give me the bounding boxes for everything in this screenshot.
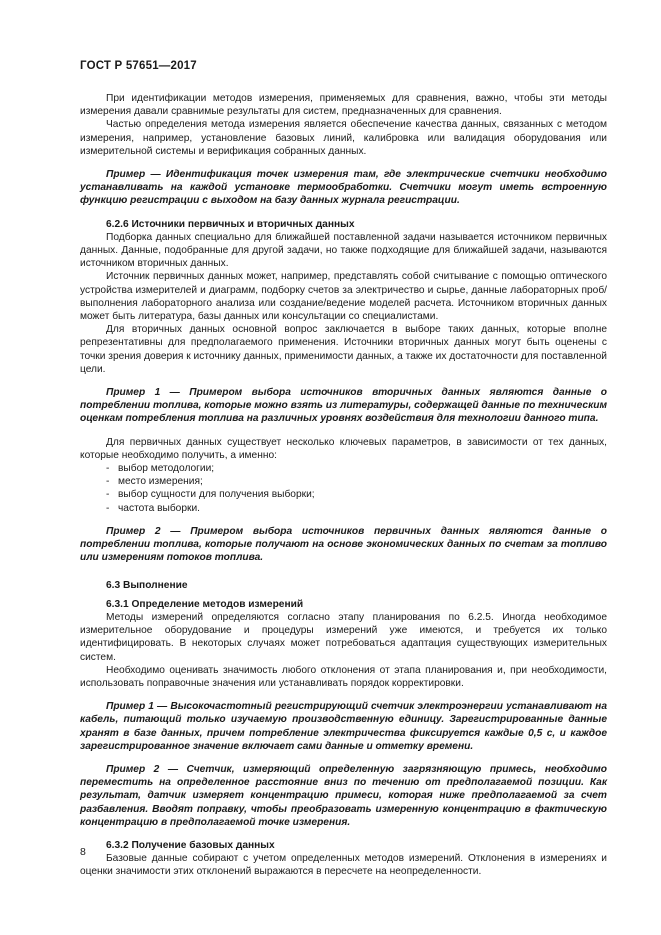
page-number: 8 xyxy=(80,846,86,858)
list-marker: - xyxy=(106,489,110,501)
paragraph: При идентификации методов измерения, применяемых для сравнения, важно, чтобы эти методы измерения давали сравнимые результаты для систем, предназначенных для сравнения. xyxy=(80,93,607,118)
list-item: - частота выборки. xyxy=(106,502,200,514)
paragraph: Источник первичных данных может, например, представлять собой считывание с помощью оптического устройства измерителей и диаграмм, подборку счетов за электричество и сырье, данные лабораторных проб/выполнения лабораторного анализа или создание/ведение моделей расчета. Источником вторичных данных может быть литература, базы данных или консультации со специалистами. xyxy=(80,271,607,323)
section-heading-6-3-2: 6.3.2 Получение базовых данных xyxy=(106,839,275,851)
document-header: ГОСТ Р 57651—2017 xyxy=(80,60,197,72)
list-marker: - xyxy=(106,502,110,514)
example-note: Пример 1 — Высокочастотный регистрирующий счетчик электроэнергии устанавливают на кабель, питающий только изучаемую производственную единицу. Зарегистрированные данные хранят в базе данных, причем потребление электричества фиксируется каждые 0,5 с, и каждое зарегистрированное значение включает сами данные и отметку времени. xyxy=(80,701,607,752)
paragraph: Необходимо оценивать значимость любого отклонения от этапа планирования и, при необходимости, использовать поправочные значения или устанавливать порядок корректировки. xyxy=(80,664,607,689)
document-body xyxy=(80,92,607,879)
paragraph: Методы измерений определяются согласно этапу планирования по 6.2.5. Иногда необходимое измерительное оборудование и процедуры измерений уже имеются, и требуется их только идентифицировать. В некоторых случаях может потребоваться адаптация существующих измерительных систем. xyxy=(80,611,607,663)
paragraph: Базовые данные собирают с учетом определенных методов измерений. Отклонения в измерениях и оценки значимости этих отклонений выражаются в пересчете на неопределенности. xyxy=(80,853,607,878)
paragraph: Частью определения метода измерения является обеспечение качества данных, связанных с методом измерения, например, установление базовых линий, калибровка или валидация оборудования или измерительной системы и верификация собранных данных. xyxy=(80,119,607,157)
list-marker: - xyxy=(106,476,110,488)
list-item: - выбор сущности для получения выборки; xyxy=(106,489,315,501)
paragraph: Подборка данных специально для ближайшей поставленной задачи называется источником первичных данных. Данные, подобранные для другой задачи, но также подходящие для ближайшей задачи, называются источником вторичных данных. xyxy=(80,231,607,270)
example-note: Пример — Идентификация точек измерения там, где электрические счетчики необходимо устанавливать на каждой установке термообработки. Счетчики могут иметь встроенную функцию регистрации с выходом на базу данных журнала регистрации. xyxy=(80,169,607,207)
section-heading-6-3-1: 6.3.1 Определение методов измерений xyxy=(106,598,304,610)
parameter-list xyxy=(80,462,607,515)
section-heading-6-3: 6.3 Выполнение xyxy=(106,579,188,591)
example-note: Пример 1 — Примером выбора источников вторичных данных являются данные о потреблении топлива, которые можно взять из литературы, содержащей данные по техническим оценкам потребления топлива на различных уровнях воздействия для технологии данного типа. xyxy=(80,387,607,425)
list-item: - место измерения; xyxy=(106,476,203,488)
example-note: Пример 2 — Примером выбора источников первичных данных являются данные о потреблении топлива, которые получают на основе экономических данных по счетам за топливо или измерениям потоков топлива. xyxy=(80,525,607,564)
paragraph: Для первичных данных существует несколько ключевых параметров, в зависимости от тех данных, которые необходимо получить, а именно: xyxy=(80,436,607,461)
list-marker: - xyxy=(106,463,110,475)
example-note: Пример 2 — Счетчик, измеряющий определенную загрязняющую примесь, необходимо переместить на определенное расстояние вниз по течению от предполагаемой позиции. Как результат, датчик измеряет концентрацию примеси, которая ниже предполагаемой за счет разбавления. Вводят поправку, чтобы преобразовать измеренную концентрацию в фактическую концентрацию в предполагаемой точке измерения. xyxy=(80,763,607,828)
paragraph: Для вторичных данных основной вопрос заключается в выборе таких данных, которые вполне репрезентативны для предполагаемого применения. Источники вторичных данных могут быть оценены с точки зрения доверия к источнику данных, применимости данных, а также их достаточности для поставленной цели. xyxy=(80,324,607,375)
section-heading-6-2-6: 6.2.6 Источники первичных и вторичных данных xyxy=(106,218,355,230)
list-item: - выбор методологии; xyxy=(106,463,215,475)
